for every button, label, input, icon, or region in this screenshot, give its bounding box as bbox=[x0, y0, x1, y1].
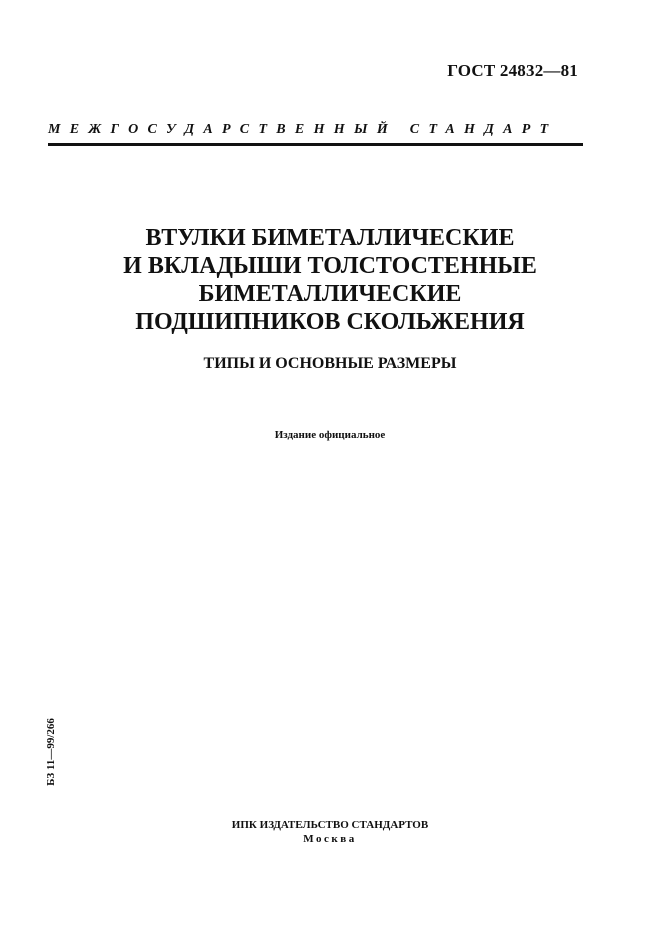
standard-type-heading: МЕЖГОСУДАРСТВЕННЫЙ СТАНДАРТ bbox=[48, 122, 558, 137]
document-subtitle: ТИПЫ И ОСНОВНЫЕ РАЗМЕРЫ bbox=[203, 355, 457, 372]
title-line: БИМЕТАЛЛИЧЕСКИЕ bbox=[198, 281, 462, 307]
document-title bbox=[60, 224, 600, 336]
gost-number: ГОСТ 24832—81 bbox=[447, 61, 578, 80]
header-rule bbox=[48, 143, 583, 146]
publisher-name: ИПК ИЗДАТЕЛЬСТВО СТАНДАРТОВ bbox=[231, 819, 429, 831]
publisher-city: Москва bbox=[303, 833, 357, 845]
title-line: ВТУЛКИ БИМЕТАЛЛИЧЕСКИЕ bbox=[145, 225, 515, 251]
title-line: ПОДШИПНИКОВ СКОЛЬЖЕНИЯ bbox=[135, 309, 525, 335]
edition-note: Издание официальное bbox=[274, 429, 386, 441]
side-code: БЗ 11—99/266 bbox=[45, 718, 57, 786]
title-line: И ВКЛАДЫШИ ТОЛСТОСТЕННЫЕ bbox=[123, 253, 537, 279]
